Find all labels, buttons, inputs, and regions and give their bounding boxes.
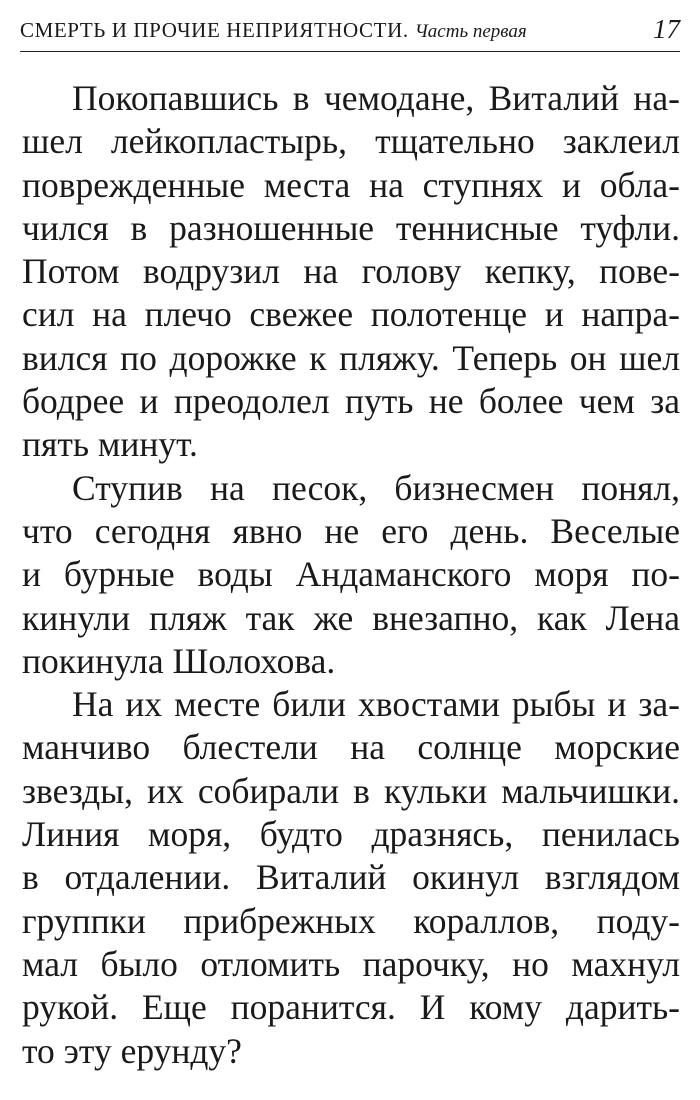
text-line: Линия моря, будто дразнясь, пенилась bbox=[22, 814, 680, 855]
running-head-part: Часть первая bbox=[414, 21, 527, 42]
text-line: Покопавшись в чемодане, Виталий на- bbox=[72, 78, 680, 118]
text-line: в отдалении. Виталий окинул взглядом bbox=[22, 857, 680, 898]
running-head-title: СМЕРТЬ И ПРОЧИЕ НЕПРИЯТНОСТИ. bbox=[20, 18, 409, 42]
text-line: На их месте били хвостами рыбы и за- bbox=[72, 684, 680, 725]
text-line: то эту ерунду? bbox=[22, 1030, 242, 1071]
text-line: мал было отломить парочку, но махнул bbox=[22, 943, 680, 984]
body-text bbox=[22, 77, 680, 1073]
text-line: сил на плечо свежее полотенце и напра- bbox=[22, 294, 680, 335]
text-line: вился по дорожке к пляжу. Теперь он шел bbox=[22, 337, 680, 378]
text-line: и бурные воды Андаманского моря по- bbox=[22, 554, 680, 595]
text-line: пять минут. bbox=[22, 424, 198, 465]
text-line: кинули пляж так же внезапно, как Лена bbox=[22, 597, 680, 638]
text-line: бодрее и преодолел путь не более чем за bbox=[22, 381, 680, 422]
text-line: Ступив на песок, бизнесмен понял, bbox=[72, 467, 680, 508]
header-rule bbox=[20, 51, 680, 52]
running-head-title-group bbox=[20, 18, 527, 43]
text-line: звезды, их собирали в кульки мальчишки. bbox=[22, 770, 680, 811]
text-line: поврежденные места на ступнях и обла- bbox=[22, 164, 680, 205]
running-head bbox=[20, 14, 680, 54]
page-number: 17 bbox=[653, 14, 680, 44]
text-line: чился в разношенные теннисные туфли. bbox=[22, 207, 680, 248]
text-line: Потом водрузил на голову кепку, пове- bbox=[22, 251, 680, 292]
text-line: шел лейкопластырь, тщательно заклеил bbox=[22, 121, 680, 162]
text-line: рукой. Еще поранится. И кому дарить- bbox=[22, 987, 680, 1028]
text-line: группки прибрежных кораллов, поду- bbox=[22, 900, 680, 941]
text-line: покинула Шолохова. bbox=[22, 640, 336, 681]
text-line: что сегодня явно не его день. Веселые bbox=[22, 510, 680, 551]
text-line: манчиво блестели на солнце морские bbox=[22, 727, 680, 768]
